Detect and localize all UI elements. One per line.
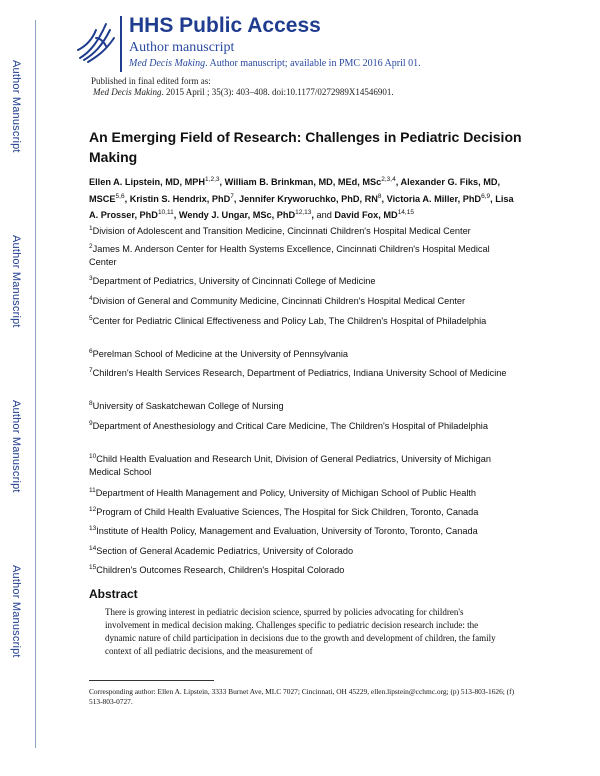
affiliation: $^{15}$Children's Outcomes Research, Children's Hospital Colorado [89,564,345,576]
affiliation: $^1$Division of Adolescent and Transition Medicine, Cincinnati Children's Hospital Medical Center [89,225,471,237]
sidebar-label-author-manuscript: Author Manuscript [10,565,22,658]
sidebar-label-author-manuscript: Author Manuscript [10,60,22,153]
author: Wendy J. Ungar, MSc, PhD [178,210,296,221]
affiliation: $^5$Center for Pediatric Clinical Effectiveness and Policy Lab, The Children's Hospital of Philadelphia [89,315,487,327]
corresponding-author-footnote: Corresponding author: Ellen A. Lipstein, 3333 Burnet Ave, MLC 7027; Cincinnati, OH 45229, ellen.lipstein@cchmc.org; (p) 513-803-1626; (f) 513-803-0727. [89,687,515,706]
sidebar-divider [35,20,36,748]
sidebar-label-author-manuscript: Author Manuscript [10,235,22,328]
affiliation: $^2$James M. Anderson Center for Health Systems Excellence, Cincinnati Children's Hospital Medical Center [89,243,490,268]
affiliation: $^4$Division of General and Community Medicine, Cincinnati Children's Hospital Medical Center [89,295,466,307]
author-conjunction: and [316,210,332,221]
affiliation: $^3$Department of Pediatrics, University of Cincinnati College of Medicine [89,275,376,287]
author: Lisa A. Prosser, PhD [89,193,514,221]
hhs-eagle-logo-icon [76,18,116,64]
abstract-heading: Abstract [89,587,138,601]
author: Alexander G. Fiks, MD, MSCE [89,177,501,204]
header-subtitle: Author manuscript [129,40,235,55]
published-citation [93,87,394,97]
affiliation: $^6$Perelman School of Medicine at the University of Pennsylvania [89,348,348,360]
affiliation: $^{10}$Child Health Evaluation and Research Unit, Division of General Pediatrics, University of Michigan Medical School [89,453,491,478]
affiliation: $^{11}$Department of Health Management and Policy, University of Michigan School of Public Health [89,487,477,499]
affiliation: $^8$University of Saskatchewan College of Nursing [89,400,284,412]
published-journal: Med Decis Making [93,87,162,97]
sidebar-label-author-manuscript: Author Manuscript [10,400,22,493]
published-note: Published in final edited form as: [91,76,211,86]
article-title: An Emerging Field of Research: Challenges in Pediatric Decision Making [89,129,522,165]
author: Ellen A. Lipstein, MD, MPH [89,177,206,188]
header-title: HHS Public Access [129,14,321,37]
author: Victoria A. Miller, PhD [386,193,482,204]
author: Jennifer Kryworuchko, PhD, RN [239,193,378,204]
affiliation: $^{13}$Institute of Health Policy, Management and Evaluation, University of Toronto, Toronto, Canada [89,525,478,537]
header-rule [120,16,122,72]
published-details: . 2015 April ; 35(3): 403–408. doi:10.1177/0272989X14546901. [161,87,394,97]
affiliation: $^{14}$Section of General Academic Pediatrics, University of Colorado [89,545,354,557]
affiliation: $^9$Department of Anesthesiology and Critical Care Medicine, The Children's Hospital of Philadelphia [89,420,488,432]
header-citation-rest: . Author manuscript; available in PMC 2016 April 01. [205,58,421,69]
header-citation-journal: Med Decis Making [129,58,206,69]
author: Kristin S. Hendrix, PhD [129,193,231,204]
affiliation: $^{12}$Program of Child Health Evaluative Sciences, The Hospital for Sick Children, Toronto, Canada [89,506,479,518]
affiliation: $^7$Children's Health Services Research, Department of Pediatrics, Indiana University School of Medicine [89,367,507,379]
footnote-rule [89,680,214,681]
author-list: Ellen A. Lipstein, MD, MPH$^{1,2,3}$, William B. Brinkman, MD, MEd, MSc$^{2,3,4}$, Alexander G. Fiks, MD, MSCE$^{5,6}$, Kristin S. Hendrix, PhD$^7$, Jennifer Kryworuchko, PhD, $RN^8$, Victoria A. Miller, PhD$^{6,9}$, Lisa A. Prosser, PhD$^{10,11}$, Wendy J. Ungar, MSc, PhD$^{12,13}$, and David Fox, MD$^{14,15}$ [89,176,514,221]
abstract-text: There is growing interest in pediatric decision science, spurred by policies advocating for children's involvement in medical decision making. Challenges specific to pediatric decision research include: the dynamic nature of child participation in decisions due to the growth and development of children, the family context of all pediatric decisions, and the measurement of [105,607,496,656]
author: David Fox, MD [334,210,398,221]
header-citation [129,58,421,69]
author: William B. Brinkman, MD, MEd, MSc [224,177,382,188]
